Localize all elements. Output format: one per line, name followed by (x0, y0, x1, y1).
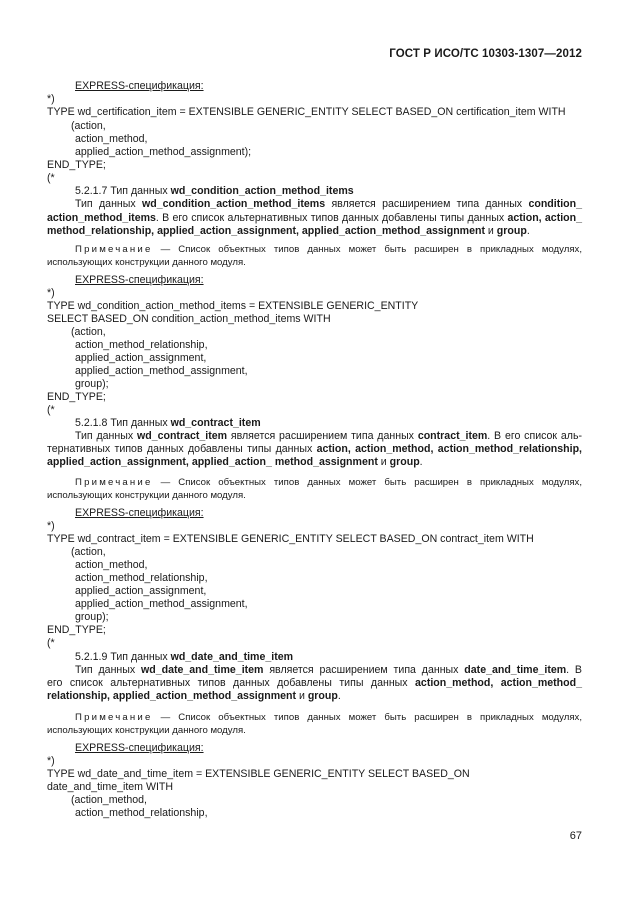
express-spec-label: EXPRESS-спецификация: (75, 742, 204, 754)
comment-close: *) (47, 520, 55, 532)
select-item: group); (75, 611, 109, 623)
type-declaration: TYPE wd_condition_action_method_items = EXTENSIBLE GENERIC_ENTITY (47, 300, 419, 312)
select-item: action_method, (75, 133, 148, 145)
note-line: Примечание — Список объектных типов данных может быть расширен в прикладных модулях, (75, 244, 582, 255)
paragraph-line: тернативных типов данных добавлены типы данных action, action_method, action_method_relationship, (47, 443, 582, 455)
express-spec-label: EXPRESS-спецификация: (75, 507, 204, 519)
end-type: END_TYPE; (47, 624, 106, 636)
section-heading: 5.2.1.8 Тип данных wd_contract_item (75, 417, 261, 429)
type-declaration: TYPE wd_date_and_time_item = EXTENSIBLE GENERIC_ENTITY SELECT BASED_ON (47, 768, 470, 780)
select-item: (action_method, (71, 794, 147, 806)
note-line: Примечание — Список объектных типов данных может быть расширен в прикладных модулях, (75, 712, 582, 723)
end-type: END_TYPE; (47, 159, 106, 171)
select-item: (action, (71, 120, 106, 132)
note-line: использующих конструкции данного модуля. (47, 725, 246, 736)
select-item: action_method_relationship, (75, 339, 208, 351)
select-item: action_method_relationship, (75, 807, 208, 819)
type-declaration: TYPE wd_certification_item = EXTENSIBLE GENERIC_ENTITY SELECT BASED_ON certification_item WITH (47, 106, 566, 118)
paragraph-line: Тип данных wd_condition_action_method_items является расширением типа данных condition_ (75, 198, 583, 210)
paragraph-line: relationship, applied_action_method_assignment и group. (47, 690, 341, 702)
note-line: Примечание — Список объектных типов данных может быть расширен в прикладных модулях, (75, 477, 582, 488)
select-item: (action, (71, 546, 106, 558)
paragraph-line: Тип данных wd_date_and_time_item является расширением типа данных date_and_time_item. В (75, 664, 582, 676)
paragraph-line: action_method_items. В его список альтернативных типов данных добавлены типы данных action, action_ (47, 212, 583, 224)
express-spec-label: EXPRESS-спецификация: (75, 274, 204, 286)
paragraph-line: его список альтернативных типов данных добавлены типы данных action_method, action_method_ (47, 677, 582, 689)
select-item: action_method_relationship, (75, 572, 208, 584)
select-item: action_method, (75, 559, 148, 571)
select-item: group); (75, 378, 109, 390)
paragraph-line: Тип данных wd_contract_item является расширением типа данных contract_item. В его список аль- (75, 430, 583, 442)
paragraph-line: method_relationship, applied_action_assignment, applied_action_method_assignment и group. (47, 225, 530, 237)
select-item: applied_action_method_assignment, (75, 365, 248, 377)
paragraph-line: applied_action_assignment, applied_action_ method_assignment и group. (47, 456, 423, 468)
select-item: applied_action_assignment, (75, 585, 207, 597)
select-item: applied_action_method_assignment, (75, 598, 248, 610)
note-line: использующих конструкции данного модуля. (47, 490, 246, 501)
section-heading: 5.2.1.9 Тип данных wd_date_and_time_item (75, 651, 294, 663)
section-heading: 5.2.1.7 Тип данных wd_condition_action_method_items (75, 185, 354, 197)
type-declaration: SELECT BASED_ON condition_action_method_items WITH (47, 313, 331, 325)
comment-close: *) (47, 93, 55, 105)
comment-open: (* (47, 172, 55, 184)
comment-close: *) (47, 755, 55, 767)
type-declaration: date_and_time_item WITH (47, 781, 174, 793)
type-declaration: TYPE wd_contract_item = EXTENSIBLE GENERIC_ENTITY SELECT BASED_ON contract_item WITH (47, 533, 534, 545)
select-item: (action, (71, 326, 106, 338)
select-item: applied_action_method_assignment); (75, 146, 252, 158)
page-number: 67 (569, 830, 582, 842)
select-item: applied_action_assignment, (75, 352, 207, 364)
standard-header: ГОСТ Р ИСО/ТС 10303-1307—2012 (389, 48, 582, 60)
note-line: использующих конструкции данного модуля. (47, 257, 246, 268)
express-spec-label: EXPRESS-спецификация: (75, 80, 204, 92)
comment-open: (* (47, 404, 55, 416)
comment-close: *) (47, 287, 55, 299)
end-type: END_TYPE; (47, 391, 106, 403)
comment-open: (* (47, 637, 55, 649)
